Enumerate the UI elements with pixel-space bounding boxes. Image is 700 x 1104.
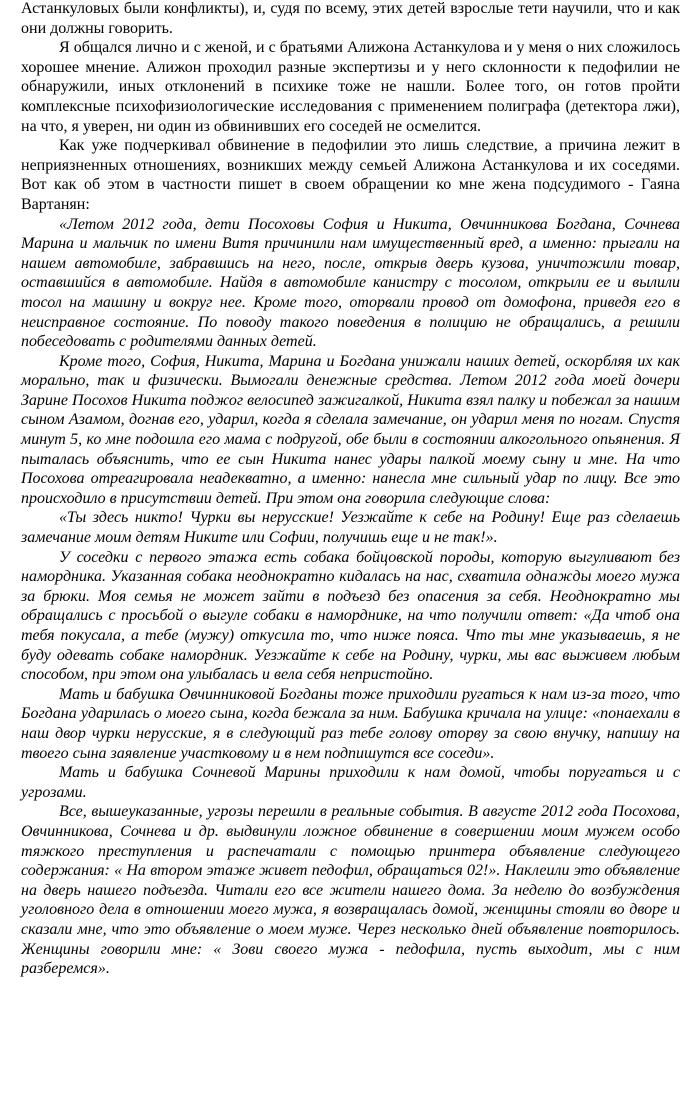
quote-paragraph-5: Мать и бабушка Овчинниковой Богданы тоже приходили ругаться к нам из-за того, что Богдана ударилась о моего сына, когда бежала за ним. Бабушка кричала на улице: «понаехали в наш двор чурки нерусские, я в следующий раз тебе голову оторву за свою внучку, напишу на твоего сына заявление участковому и в нем подпишутся все соседи». <box>21 685 680 762</box>
paragraph-2: Я общался лично и с женой, и с братьями Алижона Астанкулова и у меня о них сложилось хорошее мнение. Алижон проходил разные экспертизы и у него склонности к педофилии не обнаружили, иных отклонений в психике тоже не нашли. Более того, он готов пройти комплексные психофизиологические исследования с применением полиграфа (детектора лжи), на что, я уверен, ни один из обвинивших его соседей не осмелится. <box>21 39 680 135</box>
quote-paragraph-2: Кроме того, София, Никита, Марина и Богдана унижали наших детей, оскорбляя их как морально, так и физически. Вымогали денежные средства. Летом 2012 года моей дочери Зарине Посохов Никита поджог велосипед зажигалкой, Никита взял палку и побежал за нашим сыном Азамом, догнав его, ударил, когда я сделала замечание, он ударил меня по ногам. Спустя минут 5, ко мне подошла его мама с подругой, обе были в состоянии алкогольного опьянения. Я пыталась объяснить, что ее сын Никита нанес удары палкой моему сыну и мне. На что Посохова отреагировала неадекватно, а именно: нанесла мне сильный удар по лицу. Все это происходило в присутствии детей. При этом она говорила следующие слова: <box>21 352 680 507</box>
paragraph-1: Астанкуловых были конфликты), и, судя по всему, этих детей взрослые тети научили, что и как они должны говорить. <box>21 0 680 37</box>
quote-paragraph-3: «Ты здесь никто! Чурки вы нерусские! Уезжайте к себе на Родину! Еще раз сделаешь замечание моим детям Никите или Софии, получишь еще и не так!». <box>21 509 680 547</box>
quote-paragraph-4: У соседки с первого этажа есть собака бойцовской породы, которую выгуливают без намордника. Указанная собака неоднократно кидалась на нас, схватила однажды моего мужа за брюки. Моя семья не может зайти в подъезд без опасения за себя. Неоднократно мы обращались с просьбой о выгуле собаки в наморднике, на что получили ответ: «Да чтоб она тебя покусала, а тебе (мужу) откусила то, что ниже пояса. Что ты мне указываешь, я не буду одевать собаке намордник. Уезжайте к себе на Родину, чурки, мы вас выживем любым способом, при этом она улыбалась и вела себя непристойно. <box>21 548 680 684</box>
quote-paragraph-7: Все, вышеуказанные, угрозы перешли в реальные события. В августе 2012 года Посохова, Овчинникова, Сочнева и др. выдвинули ложное обвинение в совершении моим мужем особо тяжкого преступления и распечатали с помощью принтера объявление следующего содержания: « На втором этаже живет педофил, обращаться 02!». Наклеили это объявление на дверь нашего подъезда. Читали его все жители нашего дома. За неделю до возбуждения уголовного дела в отношении моего мужа, я возвращалась домой, женщины стояли во дворе и сказали мне, что это объявление о моем муже. Через несколько дней объявление повторилось. Женщины говорили мне: « Зови своего мужа - педофила, пусть выходит, мы с ним разберемся». <box>21 803 680 978</box>
quote-paragraph-1: «Летом 2012 года, дети Посоховы София и Никита, Овчинникова Богдана, Сочнева Марина и мальчик по имени Витя причинили нам имущественный вред, а именно: прыгали на нашем автомобиле, забравшись на него, после, открыв дверь кузова, уничтожили товар, оставшийся в автомобиле. Найдя в автомобиле канистру с тосолом, открыли ее и вылили тосол на машину и вокруг нее. Кроме того, оторвали провод от домофона, приведя его в неисправное состояние. По поводу такого поведения в полицию не обращались, а решили побеседовать с родителями данных детей. <box>21 215 680 351</box>
paragraph-3: Как уже подчеркивал обвинение в педофилии это лишь следствие, а причина лежит в неприязненных отношениях, возникших между семьей Алижона Астанкулова и их соседями. Вот как об этом в частности пишет в своем обращении ко мне жена подсудимого - Гаяна Вартанян: <box>21 137 680 213</box>
quote-paragraph-6: Мать и бабушка Сочневой Марины приходили к нам домой, чтобы поругаться и с угрозами. <box>21 764 680 801</box>
